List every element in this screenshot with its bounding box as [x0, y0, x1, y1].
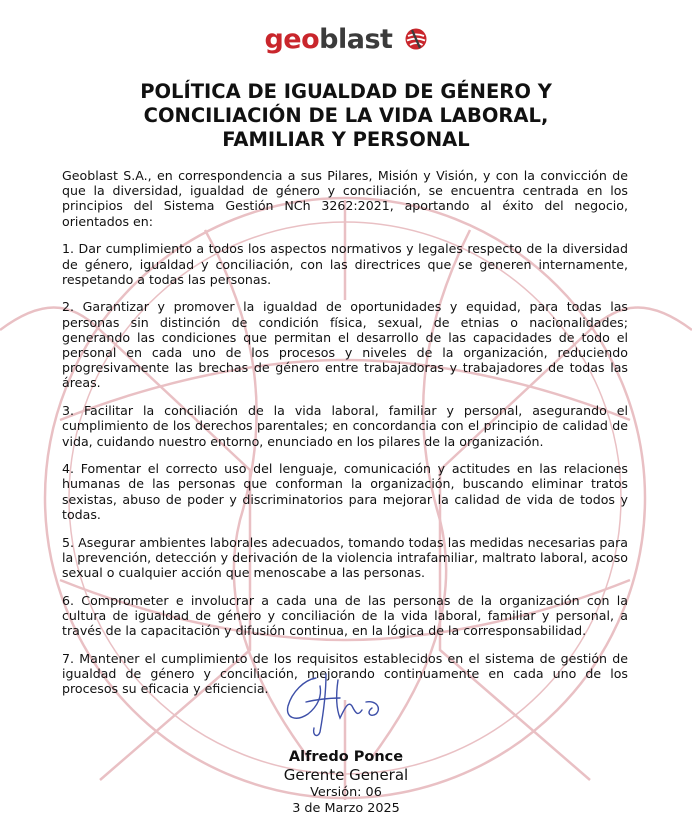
policy-title-line-1: POLÍTICA DE IGUALDAD DE GÉNERO Y: [140, 80, 552, 103]
document-date: 3 de Marzo 2025: [292, 800, 400, 816]
signature-stroke-bar: [306, 698, 340, 702]
logo-text-blast: blast: [319, 24, 393, 55]
signatory-name: Alfredo Ponce: [288, 749, 404, 765]
signature-stroke-wave: [337, 680, 362, 718]
globe-icon: [404, 27, 428, 51]
policy-item-7: 7. Mantener el cumplimiento de los requisitos establecidos en el sistema de gestión de igualdad de género y conciliación, mejorando continuamente en cada uno de los procesos su eficacia y eficiencia.: [62, 650, 628, 697]
policy-item-6: 6. Comprometer e involucrar a cada una de las personas de la organización con la cultura de igualdad de género y conciliación de la vida laboral, familiar y personal, a través de la capacitación y difusión continua, en la lógica de la corresponsabilidad.: [62, 592, 628, 639]
policy-title-line-2: CONCILIACIÓN DE LA VIDA LABORAL,: [143, 104, 549, 127]
handwritten-signature: [278, 670, 398, 740]
company-logo: [0, 22, 692, 58]
policy-item-5: 5. Asegurar ambientes laborales adecuados, tomando todas las medidas necesarias para la prevención, detección y derivación de la violencia intrafamiliar, maltrato laboral, acoso sexual o cualquier acción que menoscabe a las personas.: [62, 534, 628, 580]
policy-item-2: 2. Garantizar y promover la igualdad de oportunidades y equidad, para todas las personas sin distinción de condición física, sexual, de etnias o nacionalidades; generando las condiciones que permitan el desarrollo de las capacidades de todo el personal en cada uno de los procesos y niveles de la organización, reduciendo progresivamente las brechas de género entre trabajadoras y trabajadores de todas las áreas.: [62, 299, 628, 391]
signature-stroke-tail: [366, 702, 378, 716]
signatory-role: Gerente General: [283, 766, 409, 784]
signature-block: [0, 748, 692, 816]
policy-title-line-3: FAMILIAR Y PERSONAL: [222, 128, 470, 151]
policy-item-4: 4. Fomentar el correcto uso del lenguaje, comunicación y actitudes en las relaciones humanas de las personas que conforman la organización, buscando eliminar tratos sexistas, abuso de poder y discriminatorios para mejorar la calidad de vida de todos y todas.: [62, 461, 628, 522]
policy-title: [60, 80, 632, 152]
policy-intro: Geoblast S.A., en correspondencia a sus Pilares, Misión y Visión, y con la convicción de que la diversidad, igualdad de género y conciliación, se encuentra centrada en los principios del Sistema Gestión NCh 3262:2021, aportando al éxito del negocio, orientados en:: [62, 168, 628, 229]
document-version: Versión: 06: [310, 785, 382, 800]
signature-stroke-stem: [314, 674, 326, 735]
policy-item-3: 3. Facilitar la conciliación de la vida laboral, familiar y personal, asegurando el cumplimiento de los derechos parentales; en concordancia con el principio de calidad de vida, cuidando nuestro entorno, enunciado en los pilares de la organización.: [62, 403, 628, 449]
policy-body: [62, 168, 628, 709]
signature-stroke-loop: [288, 678, 321, 718]
logo-text-geo: geo: [264, 24, 320, 55]
policy-item-1: 1. Dar cumplimiento a todos los aspectos normativos y legales respecto de la diversidad de género, igualdad y conciliación, con las directrices que se generen internamente, respetando a todas las personas.: [62, 241, 628, 287]
